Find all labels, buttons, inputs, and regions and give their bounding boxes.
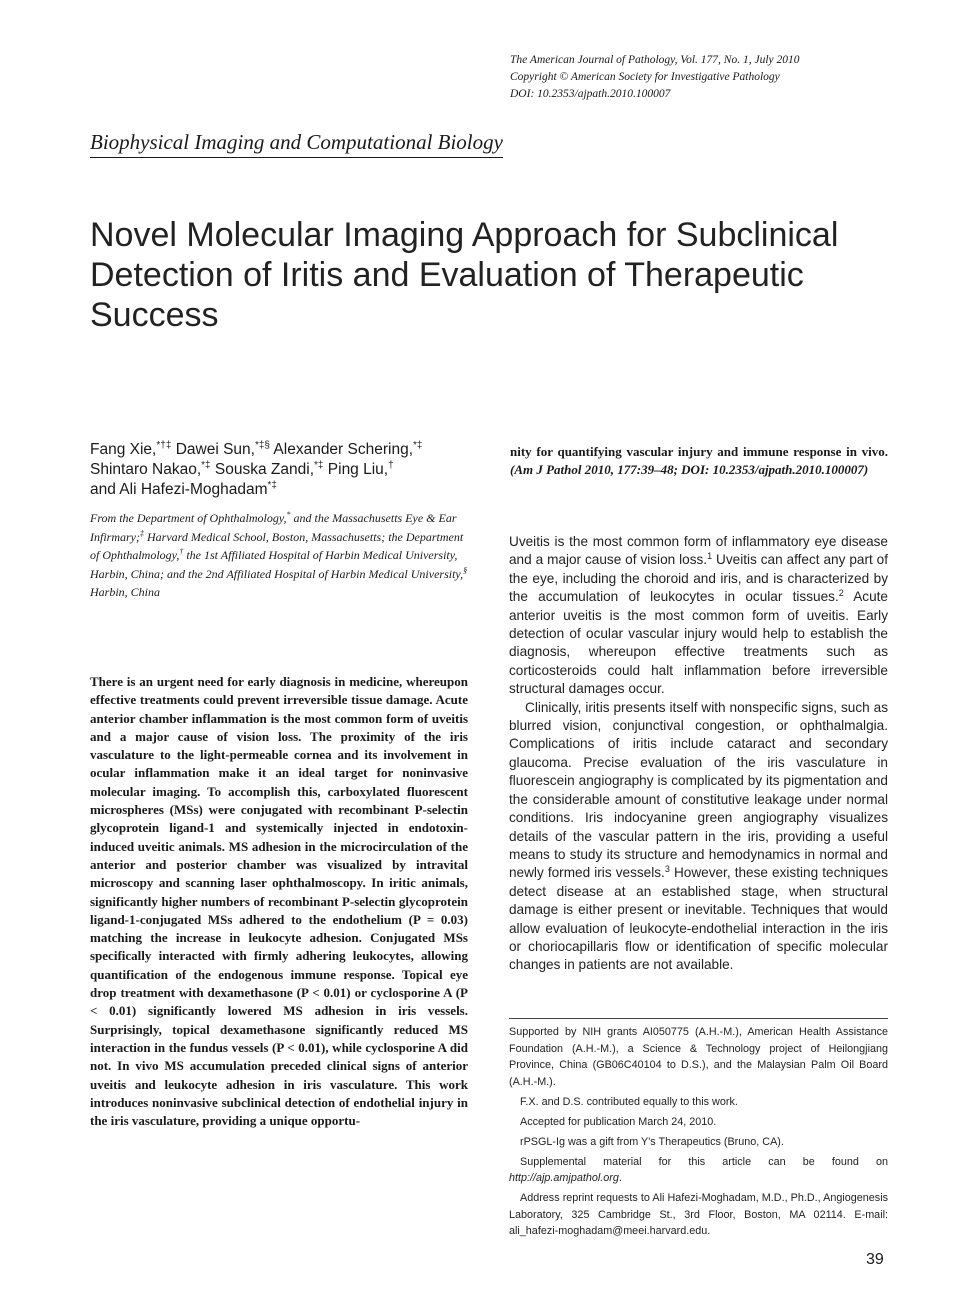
- affiliation-text: From the Department of Ophthalmology,: [90, 511, 287, 525]
- author-name: Ping Liu,: [327, 461, 389, 478]
- journal-citation: The American Journal of Pathology, Vol. 177, No. 1, July 2010: [510, 54, 800, 66]
- author-marks: *‡§: [254, 440, 270, 451]
- abstract-citation: (Am J Pathol 2010, 177:39–48; DOI: 10.2353/ajpath.2010.100007): [510, 462, 869, 478]
- page-number: 39: [866, 1251, 884, 1268]
- abstract: There is an urgent need for early diagnosis in medicine, whereupon effective treatments could prevent irreversible tissue damage. Acute anterior chamber inflammation is the most common form of uveitis and a major cause of vision loss. The proximity of the iris vasculature to the light-permeable cornea and its involvement in ocular inflammation make it an ideal target for noninvasive molecular imaging. To accomplish this, carboxylated fluorescent microspheres (MSs) were conjugated with recombinant P-selectin glycoprotein ligand-1 and systemically injected in endotoxin-induced uveitic animals. MS adhesion in the microcirculation of the anterior and posterior chamber was visualized by intravital microscopy and scanning laser ophthalmoscopy. In iritic animals, significantly higher numbers of recombinant P-selectin glycoprotein ligand-1-conjugated MSs adhered to the endothelium (P = 0.03) matching the increase in leukocyte adhesion. Conjugated MSs specifically interacted with firmly adhering leukocytes, allowing quantification of the endogenous immune response. Topical eye drop treatment with dexamethasone (P < 0.01) or cyclosporine A (P < 0.01) significantly lowered MS adhesion in iris vessels. Surprisingly, topical dexamethasone significantly reduced MS interaction in the fundus vessels (P < 0.01), while cyclosporine A did not. In vivo MS accumulation preceded clinical signs of anterior uveitis and leukocyte adhesion in iris vasculature. This work introduces noninvasive subclinical detection of endothelial injury in the iris vasculature, providing a unique opportu-: [90, 674, 468, 1129]
- section-heading: Biophysical Imaging and Computational Biology: [90, 130, 503, 158]
- author-name: Dawei Sun,: [175, 441, 255, 458]
- affiliation-text: Harbin, China: [90, 585, 161, 599]
- abstract-continuation: [510, 443, 888, 480]
- article-title: Novel Molecular Imaging Approach for Subclinical Detection of Iritis and Evaluation of Therapeutic Success: [90, 216, 839, 334]
- supplemental-link[interactable]: http://ajp.amjpathol.org: [509, 1172, 619, 1184]
- footnote-gift: rPSGL-Ig was a gift from Y's Therapeutics (Bruno, CA).: [520, 1135, 784, 1148]
- reference-mark: 3: [664, 864, 670, 875]
- author-name: Shintaro Nakao,: [90, 461, 202, 478]
- footnote-divider: [509, 1018, 888, 1019]
- journal-header: [510, 52, 910, 103]
- reference-mark: 1: [707, 551, 713, 562]
- affiliation-mark: †: [179, 547, 184, 556]
- footnotes: [509, 1024, 888, 1243]
- affiliation-mark: ‡: [140, 528, 144, 538]
- author-marks: *‡: [314, 460, 324, 471]
- author-marks: *‡: [201, 460, 211, 471]
- body-text-run: Uveitis is the most common form of inflammatory eye disease and a major cause of vision loss.: [509, 534, 888, 568]
- footnote-support: Supported by NIH grants AI050775 (A.H.-M.), American Health Assistance Foundation (A.H.-M.), a Science & Technology project of Heilongjiang Province, China (GB06C40104 to D.S.), and the Malaysian Palm Oil Board (A.H.-M.).: [509, 1026, 888, 1088]
- author-marks: *†‡: [156, 440, 172, 451]
- affiliations: [90, 509, 470, 602]
- author-marks: *‡: [267, 480, 277, 491]
- footnote-supplemental: [509, 1154, 888, 1187]
- affiliation-mark: §: [463, 565, 468, 575]
- journal-doi: DOI: 10.2353/ajpath.2010.100007: [510, 88, 671, 100]
- body-text-run: Uveitis can affect any part of the eye, including the choroid and iris, and is characterized by the accumulation of leukocytes in ocular tissues.: [509, 552, 888, 605]
- journal-copyright: Copyright © American Society for Investigative Pathology: [510, 71, 780, 83]
- affiliation-text: Harvard Medical School, Boston, Massachusetts; the Department of Ophthalmology,: [90, 529, 464, 562]
- author-name: Souska Zandi,: [214, 461, 315, 478]
- body-text-run: Acute anterior uveitis is the most common form of uveitis. Early detection of ocular vascular injury would help to establish the diagnosis, whereupon effective treatments such as corticosteroids could halt inflammation before irreversible structural damages occur.: [509, 589, 888, 697]
- footnote-text: .: [618, 1172, 622, 1184]
- author-marks: †: [388, 460, 394, 471]
- affiliation-text: and the Massachusetts Eye & Ear Infirmary;: [90, 511, 457, 544]
- author-name: Alexander Schering,: [273, 441, 414, 458]
- author-name: Fang Xie,: [90, 441, 157, 458]
- body-paragraph: [509, 533, 888, 699]
- abstract-text: nity for quantifying vascular injury and immune response in vivo.: [510, 444, 888, 459]
- body-paragraph: [509, 699, 888, 975]
- affiliation-text: the 1st Affiliated Hospital of Harbin Medical University, Harbin, China; and the 2nd Affiliated Hospital of Harbin Medical University,: [90, 548, 464, 581]
- body-text-run: However, these existing techniques detect disease at an established stage, when structural damage is either present or inevitable. Techniques that would allow evaluation of leukocyte-endothelial interaction in the iris or choriocapillaris flow or identification of specific molecular changes in patients are not available.: [509, 865, 888, 973]
- footnote-reprint: Address reprint requests to Ali Hafezi-Moghadam, M.D., Ph.D., Angiogenesis Laboratory, 325 Cambridge St., 3rd Floor, Boston, MA 02114. E-mail: ali_hafezi-moghadam@meei.harvard.edu.: [509, 1192, 888, 1237]
- footnote-accepted: Accepted for publication March 24, 2010.: [520, 1115, 717, 1128]
- affiliation-mark: *: [286, 510, 291, 519]
- body-text-run: Clinically, iritis presents itself with nonspecific signs, such as blurred vision, conjunctival congestion, or ophthalmalgia. Complications of iritis include cataract and secondary glaucoma. Precise evaluation of the iris vasculature in fluorescein angiography is complicated by its pigmentation and the considerable amount of constitutive leakage under normal conditions. Iris indocyanine green angiography visualizes details of the vascular pattern in the iris, providing a useful means to study its structure and hemodynamics in normal and newly formed iris vessels.: [509, 699, 888, 881]
- body-text: [509, 533, 888, 975]
- author-marks: *‡: [413, 440, 423, 451]
- author-name: and Ali Hafezi-Moghadam: [90, 481, 268, 498]
- footnote-equal-contribution: F.X. and D.S. contributed equally to this work.: [520, 1095, 738, 1108]
- reference-mark: 2: [838, 588, 844, 599]
- author-list: [90, 440, 480, 500]
- footnote-text: Supplemental material for this article can be found on: [520, 1155, 888, 1168]
